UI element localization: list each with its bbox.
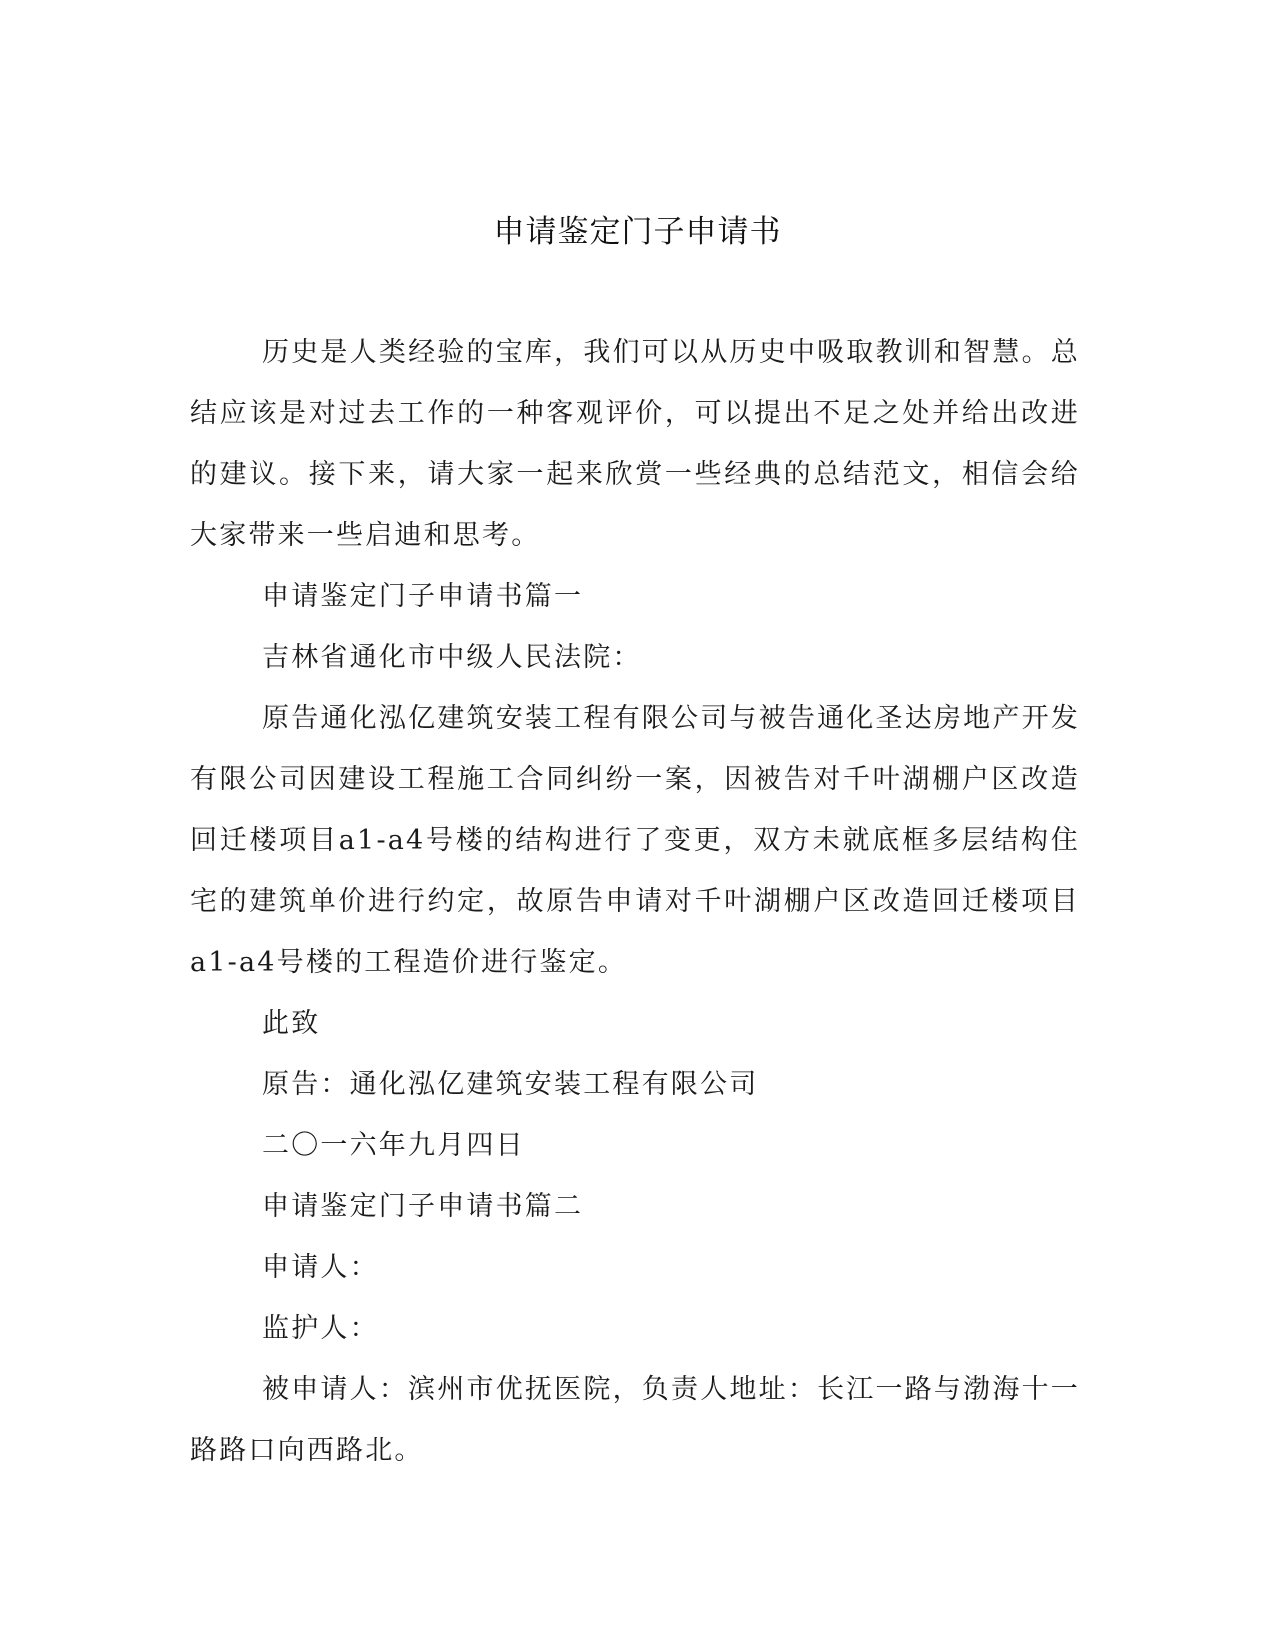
case-paragraph: 原告通化泓亿建筑安装工程有限公司与被告通化圣达房地产开发有限公司因建设工程施工合同纠纷一案，因被告对千叶湖棚户区改造回迁楼项目a1-a4号楼的结构进行了变更，双方未就底框多层结构住宅的建筑单价进行约定，故原告申请对千叶湖棚户区改造回迁楼项目a1-a4号楼的工程造价进行鉴定。: [190, 703, 1080, 978]
document-body: [190, 322, 1080, 1481]
section-heading-two: 申请鉴定门子申请书篇二: [262, 1191, 584, 1222]
section-heading-one: 申请鉴定门子申请书篇一: [262, 581, 584, 612]
document-title: 申请鉴定门子申请书: [493, 214, 782, 250]
salutation: 此致: [262, 1008, 321, 1039]
guardian-line: 监护人：: [262, 1313, 379, 1344]
date-line: 二〇一六年九月四日: [262, 1130, 525, 1161]
intro-paragraph: 历史是人类经验的宝库，我们可以从历史中吸取教训和智慧。总结应该是对过去工作的一种客观评价，可以提出不足之处并给出改进的建议。接下来，请大家一起来欣赏一些经典的总结范文，相信会给大家带来一些启迪和思考。: [190, 337, 1080, 551]
plaintiff-line: 原告：通化泓亿建筑安装工程有限公司: [262, 1069, 759, 1100]
addressee: 吉林省通化市中级人民法院：: [262, 642, 642, 673]
respondent-paragraph: 被申请人：滨州市优抚医院，负责人地址：长江一路与渤海十一路路口向西路北。: [190, 1374, 1080, 1466]
applicant-line: 申请人：: [262, 1252, 379, 1283]
